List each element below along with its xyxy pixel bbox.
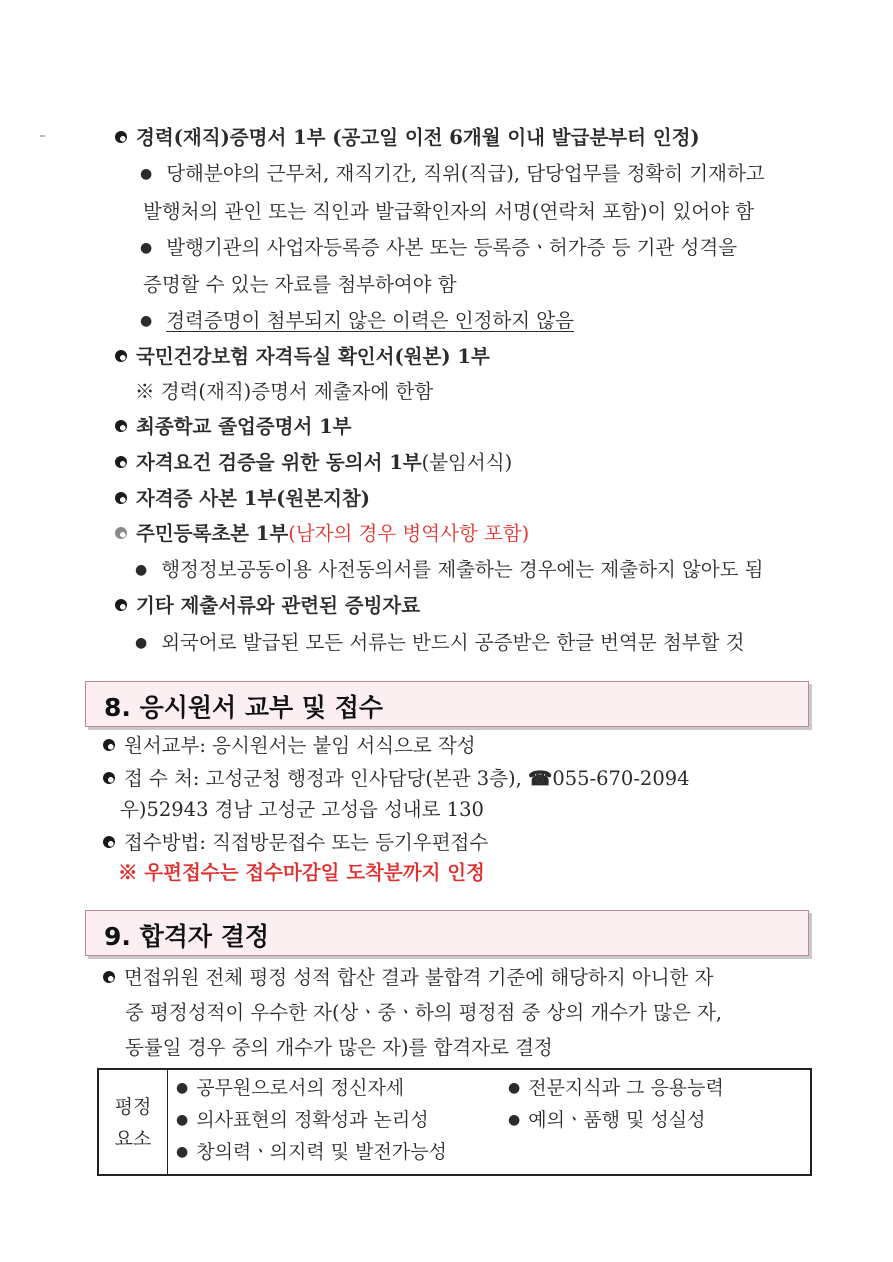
- career-heading: 경력(재직)증명서 1부 (공고일 이전 6개월 이내 발급분부터 인정): [115, 124, 700, 152]
- phone-icon: ☎: [528, 767, 553, 790]
- round-bullet-icon: [103, 739, 115, 751]
- dot-bullet-icon: ●: [135, 635, 148, 651]
- issue-item: 원서교부: 응시원서는 붙임 서식으로 작성: [103, 732, 476, 760]
- dot-bullet-icon: ●: [140, 166, 153, 182]
- career-item-1-cont: 발행처의 관인 또는 직인과 발급확인자의 서명(연락처 포함)이 있어야 함: [143, 200, 755, 223]
- career-item-2-cont: 증명할 수 있는 자료를 첨부하여야 함: [143, 273, 457, 296]
- other-heading: 기타 제출서류와 관련된 증빙자료: [115, 592, 420, 620]
- license-item: 자격증 사본 1부(원본지참): [115, 485, 370, 513]
- round-bullet-icon: [115, 527, 127, 539]
- round-bullet-icon: [115, 599, 127, 611]
- round-bullet-icon: [115, 420, 127, 432]
- round-bullet-icon: [103, 971, 115, 983]
- health-note: ※ 경력(재직)증명서 제출자에 한함: [135, 380, 434, 403]
- round-bullet-icon: [103, 772, 115, 784]
- decision-paragraph-2: 중 평정성적이 우수한 자(상ㆍ중ㆍ하의 평정점 중 상의 개수가 많은 자,: [125, 1001, 723, 1024]
- other-sub: ● 외국어로 발급된 모든 서류는 반드시 공증받은 한글 번역문 첨부할 것: [135, 629, 744, 657]
- section-8-header: [85, 681, 809, 727]
- address-line: 우)52943 경남 고성군 고성읍 성내로 130: [120, 798, 484, 821]
- decision-paragraph-3: 동률일 경우 중의 개수가 많은 자)를 합격자로 결정: [125, 1036, 553, 1059]
- method-item: 접수방법: 직접방문접수 또는 등기우편접수: [103, 829, 488, 857]
- criteria-item: ● 예의ㆍ품행 및 성실성: [508, 1109, 706, 1131]
- criteria-item: ● 창의력ㆍ의지력 및 발전가능성: [176, 1141, 447, 1163]
- graduation-item: 최종학교 졸업증명서 1부: [115, 413, 352, 441]
- phone-number: 055-670-2094: [552, 767, 690, 790]
- round-bullet-icon: [115, 131, 127, 143]
- health-heading: 국민건강보험 자격득실 확인서(원본) 1부: [115, 343, 490, 371]
- criteria-item: ● 의사표현의 정확성과 논리성: [176, 1109, 429, 1131]
- criteria-label: 평정 요소: [98, 1069, 168, 1175]
- criteria-table: [97, 1068, 812, 1176]
- career-item-3: ● 경력증명이 첨부되지 않은 이력은 인정하지 않음: [140, 307, 574, 335]
- resident-item: 주민등록초본 1부(남자의 경우 병역사항 포함): [115, 520, 529, 548]
- consent-item: 자격요건 검증을 위한 동의서 1부(붙임서식): [115, 449, 512, 477]
- criteria-list: [168, 1069, 812, 1175]
- round-bullet-icon: [115, 492, 127, 504]
- dot-bullet-icon: ●: [140, 240, 153, 256]
- dot-bullet-icon: ●: [140, 313, 153, 329]
- section-9-header: [85, 910, 809, 956]
- career-item-2: ● 발행기관의 사업자등록증 사본 또는 등록증ㆍ허가증 등 기관 성격을: [140, 234, 737, 262]
- dot-bullet-icon: ●: [135, 562, 148, 578]
- round-bullet-icon: [115, 350, 127, 362]
- mail-note: ※ 우편접수는 접수마감일 도착분까지 인정: [118, 861, 485, 884]
- margin-mark: [40, 135, 45, 137]
- section-8-title: 8. 응시원서 교부 및 접수: [104, 693, 384, 722]
- criteria-item: ● 전문지식과 그 응용능력: [508, 1077, 724, 1099]
- place-item: 접 수 처: 고성군청 행정과 인사담당(본관 3층), ☎055-670-2094: [103, 765, 690, 793]
- career-item-1: ● 당해분야의 근무처, 재직기간, 직위(직급), 담당업무를 정확히 기재하고: [140, 160, 765, 188]
- section-9-title: 9. 합격자 결정: [104, 922, 270, 951]
- criteria-item: ● 공무원으로서의 정신자세: [176, 1077, 405, 1099]
- round-bullet-icon: [103, 836, 115, 848]
- round-bullet-icon: [115, 456, 127, 468]
- resident-sub: ● 행정정보공동이용 사전동의서를 제출하는 경우에는 제출하지 않아도 됨: [135, 556, 764, 584]
- decision-paragraph: 면접위원 전체 평정 성적 합산 결과 불합격 기준에 해당하지 아니한 자: [103, 964, 713, 992]
